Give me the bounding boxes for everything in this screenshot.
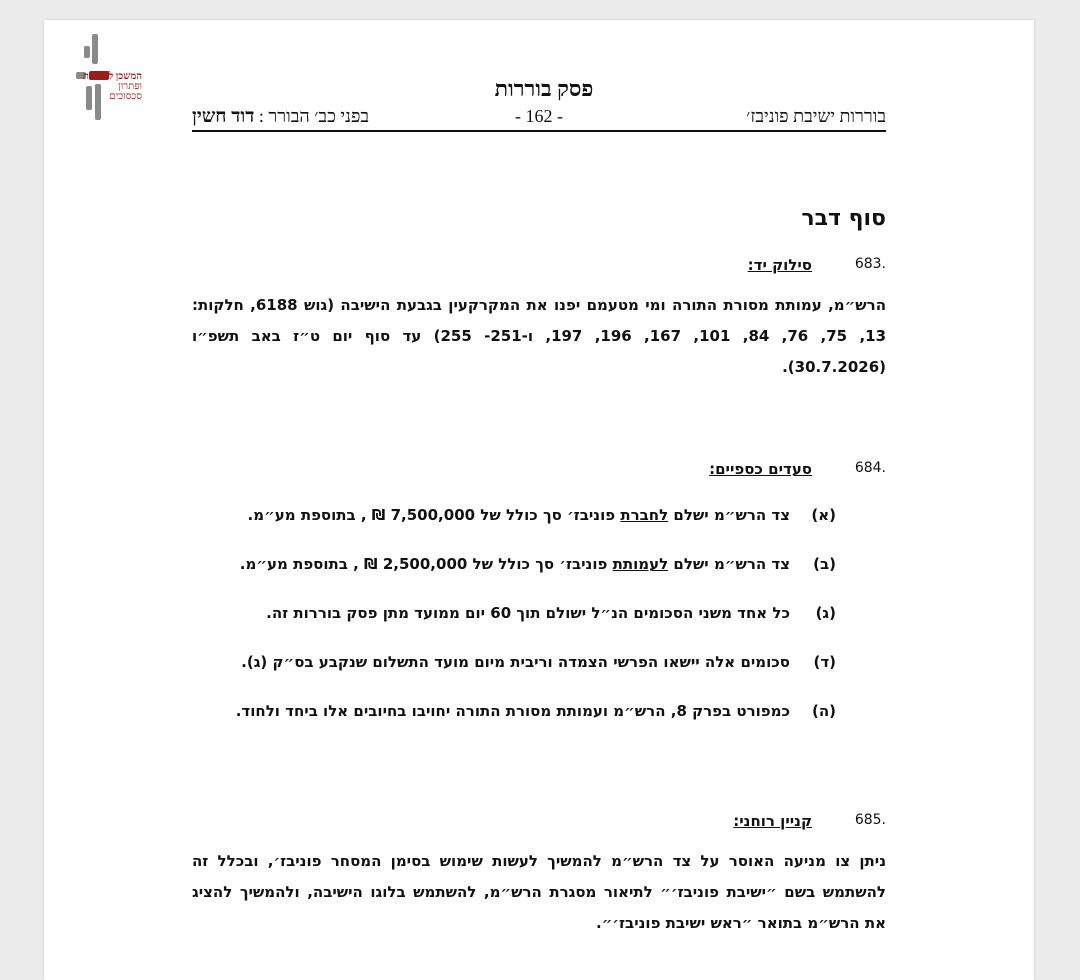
section-title: סוף דבר <box>801 206 886 231</box>
subclause <box>192 653 836 702</box>
clause-text: הרש״מ, עמותת מסורת התורה ומי מטעמם יפנו את המקרקעין בגבעת הישיבה (גוש 6188, חלקות: 13, 75, 76, 84, 101, 167, 196, 197, ו-251- 255) עד סוף יום ט״ז באב תשפ״ו (30.7.2026). <box>192 296 887 376</box>
logo-line: ופתרון <box>118 81 142 92</box>
clause-title: סילוק יד: <box>747 256 812 274</box>
clause-heading <box>192 460 886 482</box>
clause-title: סעדים כספיים: <box>709 460 812 478</box>
subclause-text <box>240 555 790 573</box>
subclause-before: צד הרש״מ ישלם <box>673 506 790 524</box>
clause-title: קניין רוחני: <box>733 812 812 830</box>
document-title: פסק בוררות <box>494 76 594 101</box>
subclause-underlined: לחברת <box>620 506 669 524</box>
header-divider <box>192 130 886 132</box>
case-name: בוררות ישיבת פוניבז׳ <box>746 106 886 126</box>
clause-684 <box>192 460 886 751</box>
arbitrator-prefix: בפני כב׳ הבורר : <box>258 106 370 126</box>
subclause <box>192 506 836 555</box>
running-header <box>192 106 886 130</box>
clause-heading <box>192 256 886 278</box>
subclause-text <box>248 506 790 524</box>
clause-number: 684. <box>854 460 886 476</box>
subclause-after: פוניבז׳ סך כולל של 2,500,000 ₪ , בתוספת מע״מ. <box>239 555 608 573</box>
clause-685 <box>192 812 886 939</box>
subclause-mark: (ה) <box>811 702 836 720</box>
logo-text <box>80 72 142 102</box>
subclause-after: פוניבז׳ סך כולל של 7,500,000 ₪ , בתוספת מע״מ. <box>247 506 616 524</box>
subclause-text: כל אחד משני הסכומים הנ״ל ישולם תוך 60 יום ממועד מתן פסק בוררות זה. <box>266 604 790 622</box>
subclause-mark: (א) <box>811 506 836 524</box>
subclause-mark: (ג) <box>815 604 836 622</box>
logo-bar <box>84 46 90 58</box>
subclause-text: סכומים אלה יישאו הפרשי הצמדה וריבית מיום מועד התשלום שנקבע בס״ק (ג). <box>241 653 790 671</box>
logo-bar <box>92 34 98 64</box>
logo-line: המשכן לבוררות <box>82 71 142 82</box>
clause-683 <box>192 256 886 383</box>
subclause-mark: (ד) <box>813 653 836 671</box>
clause-heading <box>192 812 886 834</box>
clause-number: 685. <box>854 812 886 828</box>
arbitrator-name: דוד חשין <box>192 106 255 127</box>
subclause-before: צד הרש״מ ישלם <box>673 555 790 573</box>
subclause-mark: (ב) <box>813 555 836 573</box>
subclause-text: כמפורט בפרק 8, הרש״מ ועמותת מסורת התורה יחויבו בחיובים אלו ביחד ולחוד. <box>235 702 790 720</box>
subclause <box>192 555 836 604</box>
subclause-list <box>192 506 886 751</box>
subclause <box>192 604 836 653</box>
clause-number: 683. <box>854 256 886 272</box>
subclause <box>192 702 836 751</box>
subclause-underlined: לעמותת <box>612 555 669 573</box>
clause-text: ניתן צו מניעה האוסר על צד הרש״מ להמשיך לעשות שימוש בסימן המסחר פוניבז׳, ובכלל זה להשתמש בשם ״ישיבת פוניבז׳״ לתיאור מסגרת הרש״מ, להשתמש בלוגו הישיבה, ולהמשיך להציג את הרש״מ בתואר ״ראש ישיבת פוניבז׳״. <box>192 852 886 932</box>
document-page <box>44 20 1034 980</box>
arbitrator <box>192 106 369 128</box>
page-number-text: - 162 - <box>515 106 563 126</box>
logo-line: סכסוכים <box>109 91 142 102</box>
